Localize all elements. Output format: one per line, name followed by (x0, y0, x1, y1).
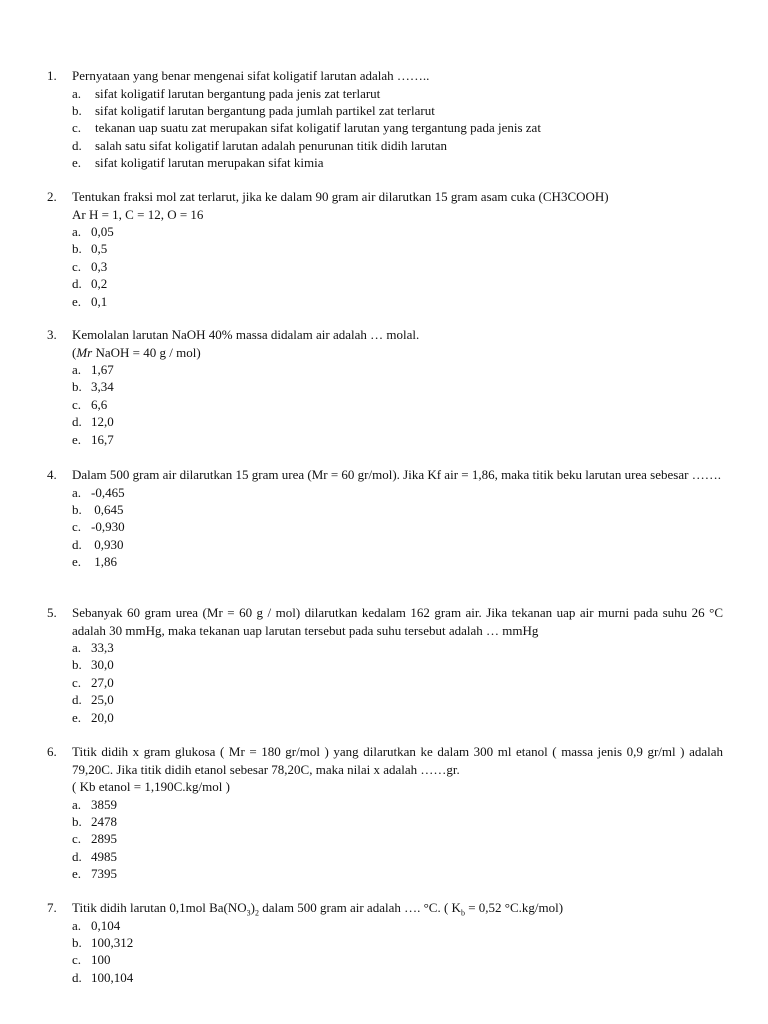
option-text: 4985 (91, 848, 117, 864)
option-letter: a. (72, 224, 82, 239)
option-d[interactable] (72, 848, 723, 865)
option-b[interactable] (72, 102, 723, 119)
option-text: 0,5 (91, 241, 108, 257)
option-a[interactable] (72, 223, 723, 240)
question-text-part: = 0,52 °C.kg/mol) (464, 900, 564, 915)
option-text: 2478 (91, 813, 117, 829)
option-letter: d. (72, 692, 82, 708)
question-text: Titik didih x gram glukosa ( Mr = 180 gr/mol ) yang dilarutkan ke dalam 300 ml etanol ( massa jenis 0,9 gr/ml ) adalah 79,20C. Jika titik didih etanol sebesar 78,20C, maka nilai x adalah ……gr. (72, 744, 723, 777)
option-e[interactable] (72, 293, 723, 310)
option-a[interactable] (72, 917, 723, 934)
question-6 (47, 743, 723, 883)
option-text: 0,1 (91, 293, 108, 309)
question-given-data: (Mr NaOH = 40 g / mol) (72, 344, 201, 360)
question-text: Sebanyak 60 gram urea (Mr = 60 g / mol) dilarutkan kedalam 162 gram air. Jika tekanan uap air murni pada suhu 26 °C adalah 30 mmHg, maka tekanan uap larutan tersebut pada suhu tersebut adalah … mmHg (72, 605, 723, 638)
question-number: 4. (47, 467, 57, 482)
option-d[interactable] (72, 691, 723, 708)
option-text: 16,7 (91, 431, 114, 447)
subscript: 3 (246, 908, 251, 918)
option-text: 1,86 (91, 554, 117, 570)
option-c[interactable] (72, 830, 723, 847)
option-letter: d. (72, 969, 82, 985)
option-text: -0,930 (91, 519, 125, 535)
option-text: 33,3 (91, 640, 114, 655)
answer-options (72, 796, 723, 883)
option-letter: c. (72, 519, 82, 535)
subscript: b (460, 908, 465, 918)
question-given-data: Ar H = 1, C = 12, O = 16 (72, 206, 204, 222)
option-text: 30,0 (91, 657, 114, 673)
option-letter: a. (72, 85, 82, 101)
option-letter: b. (72, 934, 82, 950)
option-letter: e. (72, 866, 82, 882)
option-letter: e. (72, 709, 82, 725)
option-d[interactable] (72, 413, 723, 430)
option-text: 100 (91, 952, 111, 968)
option-letter: b. (72, 379, 82, 395)
option-a[interactable] (72, 639, 723, 656)
option-b[interactable] (72, 813, 723, 830)
option-letter: b. (72, 241, 82, 257)
option-letter: e. (72, 554, 82, 570)
option-text: 0,3 (91, 258, 108, 274)
option-text: 6,6 (91, 396, 108, 412)
option-e[interactable] (72, 431, 723, 448)
question-number: 7. (47, 900, 57, 915)
option-letter: b. (72, 102, 82, 118)
option-letter: d. (72, 137, 82, 153)
option-text: 0,104 (91, 917, 121, 933)
option-a[interactable] (72, 796, 723, 813)
option-letter: a. (72, 917, 82, 933)
question-text: Dalam 500 gram air dilarutkan 15 gram urea (Mr = 60 gr/mol). Jika Kf air = 1,86, maka titik beku larutan urea sebesar ……. (72, 467, 721, 482)
option-text: 27,0 (91, 674, 114, 690)
option-e[interactable] (72, 709, 723, 726)
option-c[interactable] (72, 674, 723, 691)
option-letter: d. (72, 276, 82, 292)
option-letter: c. (72, 674, 82, 690)
option-letter: c. (72, 396, 82, 412)
option-letter: c. (72, 258, 82, 274)
option-e[interactable] (72, 154, 723, 171)
option-c[interactable] (72, 119, 723, 136)
option-letter: c. (72, 831, 82, 847)
option-letter: a. (72, 484, 82, 500)
option-b[interactable] (72, 656, 723, 673)
option-letter: a. (72, 362, 82, 377)
option-letter: d. (72, 848, 82, 864)
option-b[interactable] (72, 501, 723, 518)
option-text: sifat koligatif larutan bergantung pada jenis zat terlarut (95, 85, 381, 101)
option-letter: c. (72, 120, 82, 136)
option-text: 12,0 (91, 414, 114, 430)
option-text: 2895 (91, 831, 117, 847)
option-letter: d. (72, 414, 82, 430)
answer-options (72, 223, 723, 310)
question-1 (47, 67, 723, 172)
question-number: 2. (47, 189, 57, 204)
option-b[interactable] (72, 240, 723, 257)
option-d[interactable] (72, 969, 723, 986)
option-b[interactable] (72, 378, 723, 395)
option-text: 100,104 (91, 969, 134, 985)
question-text: Pernyataan yang benar mengenai sifat koligatif larutan adalah …….. (72, 68, 430, 83)
question-5 (47, 604, 723, 726)
option-b[interactable] (72, 934, 723, 951)
question-text-part: ) (250, 900, 255, 915)
option-e[interactable] (72, 865, 723, 882)
option-e[interactable] (72, 553, 723, 570)
option-letter: c. (72, 952, 82, 968)
option-text: 0,05 (91, 224, 114, 239)
option-text: sifat koligatif larutan bergantung pada jumlah partikel zat terlarut (95, 102, 435, 118)
option-letter: a. (72, 640, 82, 655)
question-text: Kemolalan larutan NaOH 40% massa didalam air adalah … molal. (72, 327, 420, 342)
option-c[interactable] (72, 396, 723, 413)
option-d[interactable] (72, 137, 723, 154)
question-text: Tentukan fraksi mol zat terlarut, jika ke dalam 90 gram air dilarutkan 15 gram asam cuka (CH3COOH) (72, 189, 609, 204)
option-letter: e. (72, 293, 82, 309)
mr-symbol: Mr (76, 344, 93, 360)
answer-options (72, 639, 723, 726)
option-letter: e. (72, 155, 82, 171)
option-text: 7395 (91, 866, 117, 882)
option-a[interactable] (72, 85, 723, 102)
option-text: 3,34 (91, 379, 114, 395)
option-text: 3859 (91, 796, 117, 812)
question-number: 3. (47, 327, 57, 342)
option-text: salah satu sifat koligatif larutan adalah penurunan titik didih larutan (95, 137, 447, 153)
option-a[interactable] (72, 361, 723, 378)
option-text: 20,0 (91, 709, 114, 725)
option-letter: e. (72, 431, 82, 447)
answer-options (72, 484, 723, 571)
answer-options (72, 361, 723, 448)
given-data-text: NaOH = 40 g / mol) (92, 344, 201, 360)
option-letter: b. (72, 657, 82, 673)
option-letter: b. (72, 813, 82, 829)
question-number: 1. (47, 68, 57, 83)
option-letter: b. (72, 501, 82, 517)
option-text: 0,930 (91, 536, 124, 552)
subscript: 2 (255, 908, 259, 918)
question-number: 6. (47, 744, 57, 759)
option-d[interactable] (72, 275, 723, 292)
answer-options (72, 85, 723, 172)
answer-options (72, 917, 723, 987)
question-given-data: ( Kb etanol = 1,190C.kg/mol ) (72, 779, 230, 794)
question-number: 5. (47, 605, 57, 620)
option-letter: d. (72, 536, 82, 552)
question-2 (47, 188, 723, 310)
option-text: 1,67 (91, 362, 114, 377)
question-text-part: dalam 500 gram air adalah …. °C. ( K (259, 900, 461, 915)
option-text: 0,2 (91, 276, 108, 292)
option-text: 100,312 (91, 934, 134, 950)
option-c[interactable] (72, 518, 723, 535)
question-text-part: Titik didih larutan 0,1mol Ba(NO (72, 900, 247, 915)
option-text: tekanan uap suatu zat merupakan sifat koligatif larutan yang tergantung pada jenis zat (95, 120, 541, 136)
option-d[interactable] (72, 536, 723, 553)
question-7 (47, 899, 723, 986)
option-text: -0,465 (91, 484, 125, 500)
option-text: sifat koligatif larutan merupakan sifat kimia (95, 155, 324, 171)
question-3 (47, 326, 723, 448)
question-4 (47, 466, 723, 571)
option-text: 0,645 (91, 501, 124, 517)
question-text (72, 899, 723, 917)
option-letter: a. (72, 796, 82, 812)
option-c[interactable] (72, 258, 723, 275)
option-text: 25,0 (91, 692, 114, 708)
option-a[interactable] (72, 484, 723, 501)
option-c[interactable] (72, 951, 723, 968)
